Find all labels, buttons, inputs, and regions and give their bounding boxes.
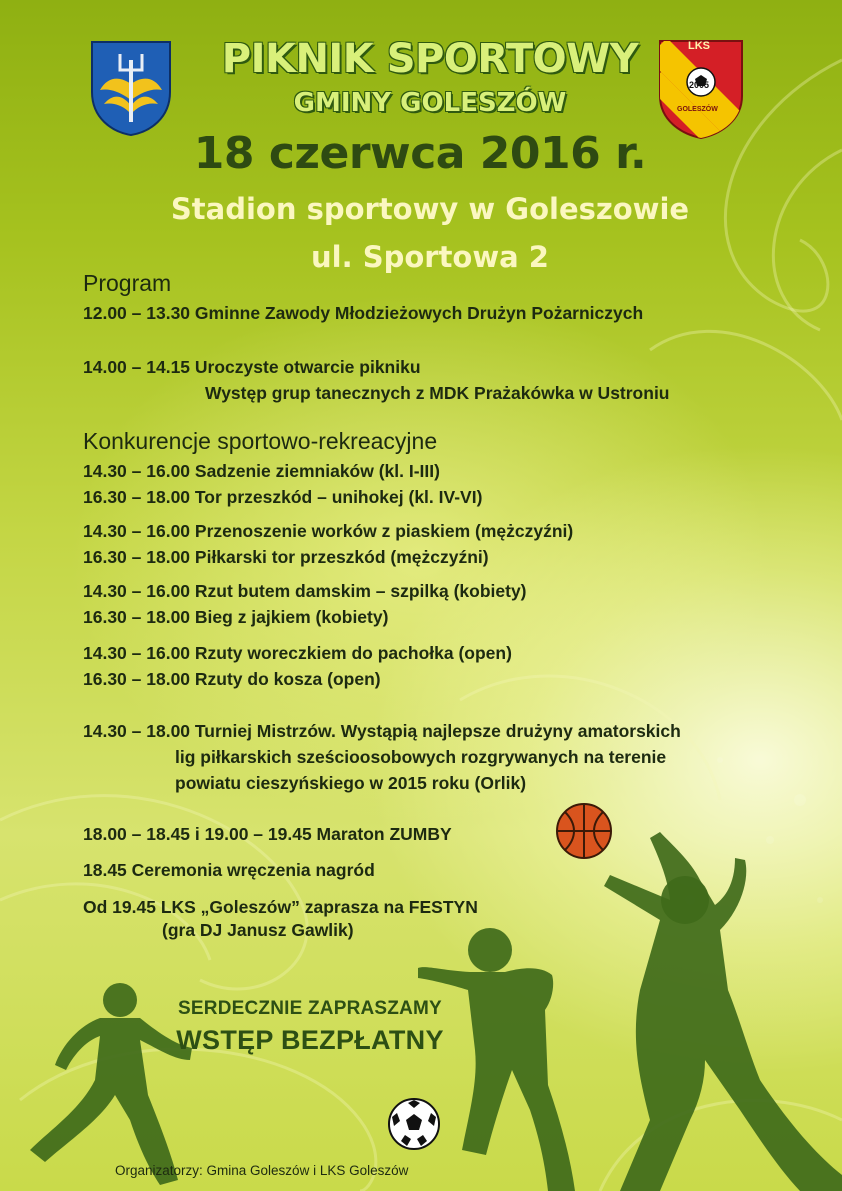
badge-text-lks: LKS bbox=[688, 40, 710, 52]
poster-title: PIKNIK SPORTOWY bbox=[221, 36, 639, 82]
tournament-line: 14.30 – 18.00 Turniej Mistrzów. Wystąpią najlepsze drużyny amatorskich bbox=[83, 721, 681, 741]
competition-item: 14.30 – 16.00 Sadzenie ziemniaków (kl. I-III) bbox=[83, 461, 440, 481]
badge-text-club: GOLESZÓW bbox=[677, 106, 718, 113]
free-entry-line: WSTĘP BEZPŁATNY bbox=[176, 1025, 444, 1055]
invitation-line: SERDECZNIE ZAPRASZAMY bbox=[178, 998, 442, 1019]
competition-item: 14.30 – 16.00 Rzuty woreczkiem do pachołka (open) bbox=[83, 643, 512, 663]
competition-item: 16.30 – 18.00 Rzuty do kosza (open) bbox=[83, 669, 381, 689]
festyn-line: Od 19.45 LKS „Goleszów” zaprasza na FESTYN bbox=[83, 897, 478, 917]
event-date: 18 czerwca 2016 r. bbox=[193, 128, 647, 179]
competition-item: 16.30 – 18.00 Tor przeszkód – unihokej (kl. IV-VI) bbox=[83, 487, 483, 507]
program-item: 14.00 – 14.15 Uroczyste otwarcie pikniku bbox=[83, 357, 421, 377]
competition-item: 14.30 – 16.00 Przenoszenie worków z piaskiem (mężczyźni) bbox=[83, 521, 574, 541]
competition-item: 16.30 – 18.00 Piłkarski tor przeszkód (mężczyźni) bbox=[83, 547, 489, 567]
goleszow-coat-of-arms-icon bbox=[90, 40, 172, 136]
program-item: Występ grup tanecznych z MDK Prażakówka w Ustroniu bbox=[205, 383, 670, 403]
tournament-line: lig piłkarskich sześcioosobowych rozgrywanych na terenie bbox=[175, 747, 667, 767]
zumba-line: 18.00 – 18.45 i 19.00 – 19.45 Maraton ZUMBY bbox=[83, 824, 452, 844]
competitions-heading: Konkurencje sportowo-rekreacyjne bbox=[83, 428, 438, 454]
poster-subtitle: GMINY GOLESZÓW bbox=[293, 88, 567, 118]
dj-line: (gra DJ Janusz Gawlik) bbox=[162, 920, 354, 940]
badge-text-year: 2005 bbox=[689, 80, 710, 90]
competition-item: 14.30 – 16.00 Rzut butem damskim – szpilką (kobiety) bbox=[83, 581, 527, 601]
organizers-footer: Organizatorzy: Gmina Goleszów i LKS Goleszów bbox=[115, 1163, 409, 1178]
program-item: 12.00 – 13.30 Gminne Zawody Młodzieżowych Drużyn Pożarniczych bbox=[83, 303, 644, 323]
program-heading: Program bbox=[83, 270, 172, 296]
venue-name: Stadion sportowy w Goleszowie bbox=[170, 192, 690, 226]
ceremony-line: 18.45 Ceremonia wręczenia nagród bbox=[83, 860, 375, 880]
venue-address: ul. Sportowa 2 bbox=[311, 240, 549, 274]
tournament-line: powiatu cieszyńskiego w 2015 roku (Orlik) bbox=[175, 773, 527, 793]
competition-item: 16.30 – 18.00 Bieg z jajkiem (kobiety) bbox=[83, 607, 389, 627]
soccer-ball-icon bbox=[387, 1097, 441, 1151]
